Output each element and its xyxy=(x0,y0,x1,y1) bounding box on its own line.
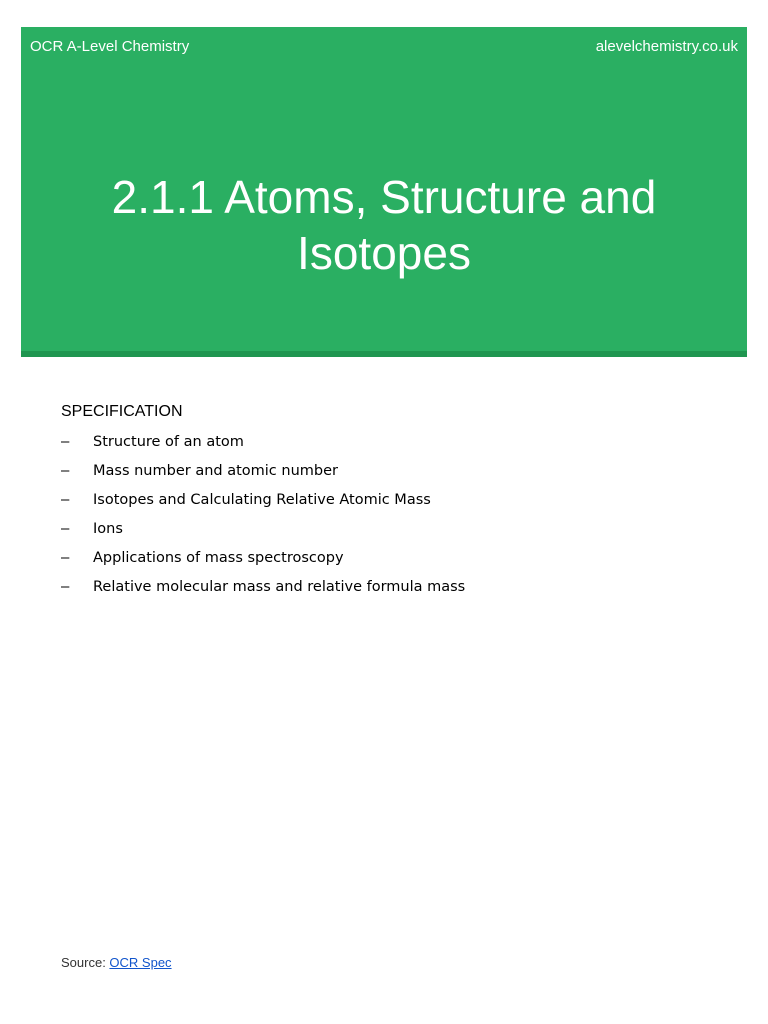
dash-bullet: – xyxy=(61,433,70,450)
dash-bullet: – xyxy=(61,491,70,508)
banner-bottom-border xyxy=(21,351,747,357)
source-link[interactable]: OCR Spec xyxy=(109,955,172,970)
dash-bullet: – xyxy=(61,520,70,537)
list-item-text: Relative molecular mass and relative formula mass xyxy=(93,579,466,595)
dash-bullet: – xyxy=(61,578,70,595)
list-item-text: Ions xyxy=(93,521,123,537)
list-item-text: Mass number and atomic number xyxy=(93,463,338,479)
site-name: alevelchemistry.co.uk xyxy=(595,38,738,55)
page-title: 2.1.1 Atoms, Structure and Isotopes xyxy=(111,171,657,279)
list-item-text: Isotopes and Calculating Relative Atomic Mass xyxy=(93,492,431,508)
list-item-text: Applications of mass spectroscopy xyxy=(93,550,344,566)
dash-bullet: – xyxy=(61,462,70,479)
source-line xyxy=(61,955,172,971)
course-name: OCR A-Level Chemistry xyxy=(30,38,190,55)
title-banner xyxy=(21,27,747,351)
source-label: Source: xyxy=(61,955,110,970)
dash-bullet: – xyxy=(61,549,70,566)
list-item-text: Structure of an atom xyxy=(93,434,244,450)
specification-heading: SPECIFICATION xyxy=(61,403,183,420)
